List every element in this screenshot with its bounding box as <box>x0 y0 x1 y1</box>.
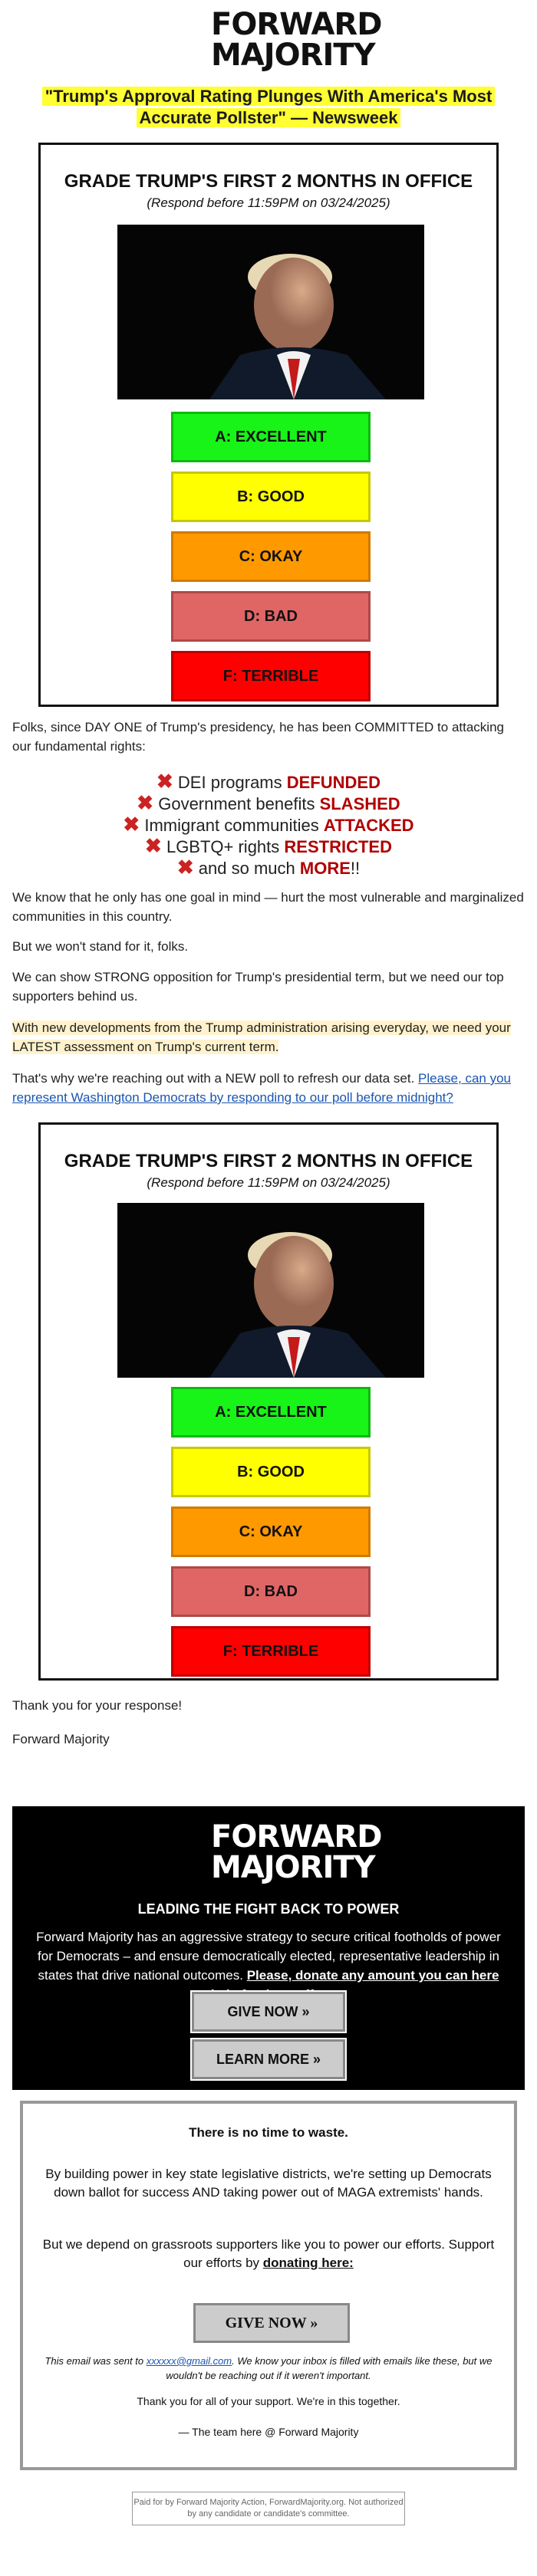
donate-here-link[interactable]: donating here: <box>262 2256 354 2270</box>
learn-more-button[interactable]: LEARN MORE » <box>192 2039 345 2079</box>
logo-line-majority: MAJORITY <box>211 38 375 73</box>
footer-text: Forward Majority has an aggressive strategy to secure critical footholds of power for Democrats – and ensure democratically elected, representative leadership in states that drive national outcomes. Please, donate any amount you can here <box>35 1927 502 2004</box>
forward-majority-logo-white[interactable] <box>211 1819 382 1891</box>
poll-card-1 <box>38 143 499 707</box>
paragraph-goal: We know that he only has one goal in mind — hurt the most vulnerable and marginalized communities in this country. <box>12 890 524 924</box>
poll-option-c-okay[interactable]: C: OKAY <box>171 1506 371 1557</box>
poll-option-f-terrible[interactable]: F: TERRIBLE <box>171 651 371 702</box>
attack-item: ✖ Immigrant communities ATTACKED <box>123 813 414 836</box>
attack-item: ✖ DEI programs DEFUNDED <box>156 770 381 793</box>
box-paragraph-power: By building power in key state legislative districts, we're setting up Democrats down ballot for success AND taking power out of MAGA extremists' hands. <box>45 2167 492 2200</box>
trump-photo[interactable] <box>117 1203 424 1378</box>
poll-option-b-good[interactable]: B: GOOD <box>171 1447 371 1497</box>
poll-deadline: (Respond before 11:59PM on 03/24/2025) <box>147 1175 390 1190</box>
box-team: — The team here @ Forward Majority <box>178 2426 359 2438</box>
poll-link[interactable]: Please, can you represent Washington Democrats by responding to our poll before midnight? <box>12 1071 511 1105</box>
paragraph-stand: But we won't stand for it, folks. <box>12 939 189 954</box>
logo-line-majority: MAJORITY <box>211 1850 375 1885</box>
newsweek-headline: "Trump's Approval Rating Plunges With America's Most Accurate Pollster" — Newsweek <box>31 86 506 129</box>
paid-for-disclaimer: Paid for by Forward Majority Action, ForwardMajority.org. Not authorized by any candidate or candidate's committee. <box>132 2492 405 2525</box>
poll-option-d-bad[interactable]: D: BAD <box>171 591 371 642</box>
poll-option-b-good[interactable]: B: GOOD <box>171 472 371 522</box>
poll-title: GRADE TRUMP'S FIRST 2 MONTHS IN OFFICE <box>64 171 473 192</box>
footer-panel <box>12 1806 525 2090</box>
red-x-icon: ✖ <box>176 856 194 879</box>
poll-option-d-bad[interactable]: D: BAD <box>171 1566 371 1617</box>
red-x-icon: ✖ <box>123 813 140 836</box>
recipient-email-link[interactable]: xxxxxx@gmail.com <box>146 2355 232 2367</box>
poll-option-a-excellent[interactable]: A: EXCELLENT <box>171 1387 371 1438</box>
logo-line-forward: FORWARD <box>211 1819 382 1855</box>
signoff-line: Forward Majority <box>12 1732 110 1746</box>
red-x-icon: ✖ <box>145 834 162 857</box>
give-now-button[interactable]: GIVE NOW » <box>192 1992 345 2032</box>
footer-donate-link[interactable]: Please, donate any amount you can here <box>246 1968 499 1983</box>
paragraph-new-poll: That's why we're reaching out with a NEW poll to refresh our data set. Please, can you represent Washington Democrats by responding to our poll before midnight? <box>12 1071 511 1105</box>
box-give-now-button[interactable]: GIVE NOW » <box>193 2303 350 2343</box>
box-thanks: Thank you for all of your support. We're in this together. <box>137 2395 400 2407</box>
logo-line-forward: FORWARD <box>211 7 382 42</box>
trump-photo[interactable] <box>117 225 424 399</box>
urgency-box <box>20 2101 517 2470</box>
thanks-line: Thank you for your response! <box>12 1698 183 1713</box>
box-sent-notice: This email was sent to xxxxxx@gmail.com. We know your inbox is filled with emails like these, but we wouldn't be reaching out if it weren't important. <box>44 2355 493 2381</box>
red-x-icon: ✖ <box>137 791 154 814</box>
poll-option-f-terrible[interactable]: F: TERRIBLE <box>171 1626 371 1677</box>
poll-title: GRADE TRUMP'S FIRST 2 MONTHS IN OFFICE <box>64 1151 473 1171</box>
box-paragraph-support: But we depend on grassroots supporters like you to power our efforts. Support our efforts by donating here: <box>42 2237 495 2270</box>
poll-deadline: (Respond before 11:59PM on 03/24/2025) <box>147 196 390 210</box>
attack-item: ✖ and so much MORE!! <box>176 856 361 879</box>
footer-heading: LEADING THE FIGHT BACK TO POWER <box>137 1901 400 1917</box>
paragraph-opposition: We can show STRONG opposition for Trump's presidential term, but we need our top supporters behind us. <box>12 970 504 1004</box>
poll-option-a-excellent[interactable]: A: EXCELLENT <box>171 412 371 462</box>
attack-item: ✖ LGBTQ+ rights RESTRICTED <box>145 834 392 857</box>
attack-item: ✖ Government benefits SLASHED <box>137 791 400 814</box>
attack-list <box>0 771 537 879</box>
paragraph-latest: With new developments from the Trump administration arising everyday, we need your LATEST assessment on Trump's current term. <box>12 1020 511 1054</box>
red-x-icon: ✖ <box>156 770 173 793</box>
box-heading: There is no time to waste. <box>189 2125 348 2140</box>
forward-majority-logo[interactable] <box>211 7 382 78</box>
poll-option-c-okay[interactable]: C: OKAY <box>171 531 371 582</box>
poll-card-2 <box>38 1122 499 1681</box>
intro-paragraph: Folks, since DAY ONE of Trump's presidency, he has been COMMITTED to attacking our fundamental rights: <box>12 720 504 754</box>
